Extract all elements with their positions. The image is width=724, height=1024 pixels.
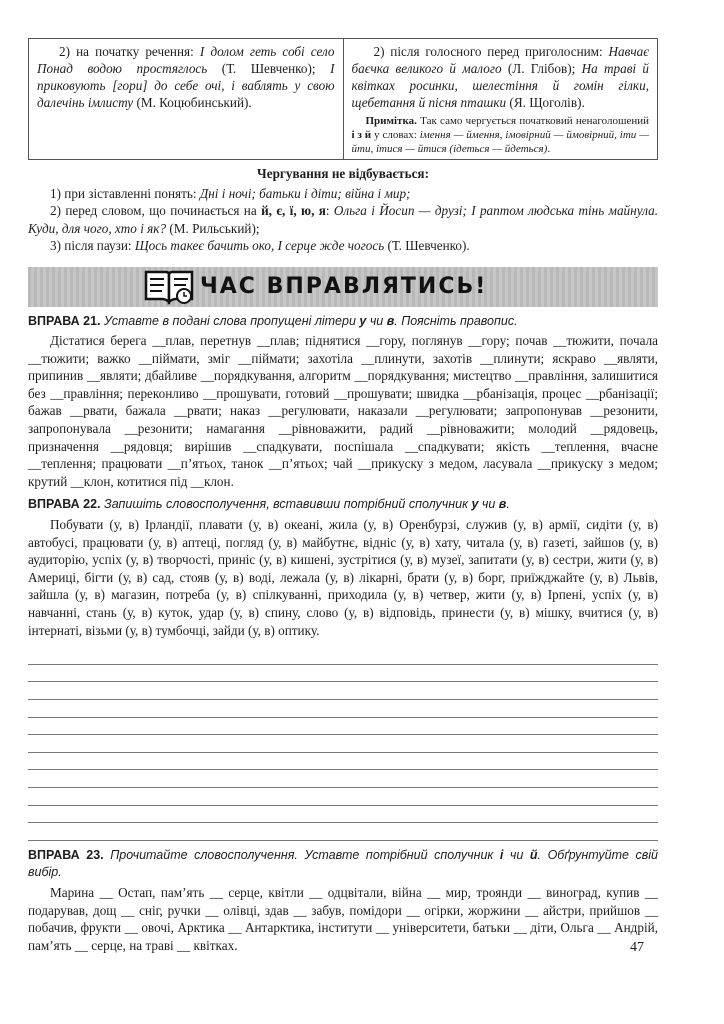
page-number: 47 <box>630 940 644 955</box>
answer-lines <box>28 647 658 841</box>
note-label: Примітка. <box>365 115 417 127</box>
example: Дні і ночі; батьки і діти; війна і мир; <box>199 185 411 201</box>
example: Ольга і Йосип — друзі; І раптом людська тінь майнула. Куди, для чого, хто і як? <box>28 203 658 236</box>
author: (М. Коцюбинський). <box>133 95 252 110</box>
text: 2) перед словом, що починається на <box>50 203 262 218</box>
exercise-number: ВПРАВА 21. <box>28 313 101 328</box>
exercise-22 <box>28 496 658 840</box>
text: і з й <box>351 129 372 141</box>
banner-title: ЧАС ВПРАВЛЯТИСЬ! <box>200 274 488 299</box>
text: 2) після голосного перед приголосним: <box>373 44 609 59</box>
exercise-21 <box>28 313 658 491</box>
rule-item <box>28 185 658 203</box>
text: Так само чергується початковий ненаголошений <box>416 115 649 127</box>
answer-line <box>28 682 658 700</box>
answer-line <box>28 647 658 665</box>
text: Прочитайте словосполучення. Уставте потрібний сполучник <box>103 847 500 862</box>
table-cell-right <box>343 39 658 159</box>
answer-line <box>28 788 658 806</box>
author: (Т. Шевченко); <box>207 61 331 76</box>
text: чи <box>366 313 387 328</box>
example: Щось такеє бачить око, І серце жде чогось <box>134 238 385 253</box>
exercise-heading <box>28 496 658 514</box>
example: На траві й квітках росинки, шелестіння й гомін гілки, щебетання й пісня пташки <box>351 61 649 110</box>
answer-line <box>28 718 658 736</box>
note <box>352 114 650 156</box>
section-banner <box>28 267 658 307</box>
answer-line <box>28 665 658 683</box>
rule-item <box>28 202 658 237</box>
example: І приковують [гори] до себе очі, і ваблять у свою далечінь імлисту <box>37 61 335 110</box>
text: 2) на початку речення: <box>59 44 200 59</box>
author: (Л. Глібов); <box>501 61 582 76</box>
rule-text <box>37 43 335 111</box>
text: у <box>359 313 367 328</box>
text: і <box>499 847 504 862</box>
answer-line <box>28 806 658 824</box>
rules-section <box>28 165 658 255</box>
exercise-heading <box>28 847 658 882</box>
answer-line <box>28 735 658 753</box>
text: . <box>547 143 551 155</box>
exercise-number: ВПРАВА 22. <box>28 497 101 512</box>
text: . Обґрунтуйте свій вибір. <box>28 847 659 880</box>
rule-item <box>28 237 658 255</box>
text: й, є, ї, ю, я <box>261 203 326 218</box>
text: . <box>506 497 510 512</box>
exercise-body: Побувати (у, в) Ірландії, плавати (у, в) океані, жила (у, в) Оренбурзі, служив (у, в) армії, сидіти (у, в) автобусі, працювати (у, в) аптеці, погляд (у, в) майбутнє, відніс (у, в) хату, читала (у, в) газеті, зайшов (у, в) аудиторію, успіх (у, в) творчості, приніс (у, в) кишені, зустрітися (у, в) музеї, запитати (у, в) сестри, жити (у, в) Америці, бігти (у, в) сад, стояв (у, в) воді, лежала (у, в) лікарні, брати (у, в) борг, приїжджайте (у, в) Львів, зайшла (у, в) магазин, потреба (у, в) спілкуванні, приходила (у, в) четвер, жити (у, в) Ірпені, успіх (у, в) навчанні, стань (у, в) куток, удар (у, в) спину, слово (у, в) відповідь, принести (у, в) мішку, вчитися (у, в) інтернаті, візьми (у, в) тумбочці, зайди (у, в) оптику. <box>28 517 658 638</box>
rules-table <box>28 38 658 160</box>
example: імення — ймення, імовірний — ймовірний, іти — йти, ітися — йтися (ідеться — йдеться) <box>351 129 649 155</box>
text: в <box>386 313 395 328</box>
rule-text <box>352 43 650 111</box>
book-clock-icon <box>144 268 196 306</box>
exercise-body: Дістатися берега __плав, перетнув __плав; піднятися __гору, поглянув __гору; почав __тюжити, почала __тюжити; важко __піймати, зміг __піймати; захотіла __плинути, захотів __плинути; яскраво __являти, припинив __являти; дбайливе __порядкування, алгоритм __порядкування; мистецтво __правління, залишитися без __правління; переконливо __прошувати, готовий __прошувати; швидка __рбанізація, процес __рбанізації; бажав __рвати, бажала __рвати; наказ __регулювати, наказали __регулювати; запропонував __резонити, запропонувала __резонити; намагання __рівноважити, радий __рівноважити; молодий __рядовець, призначення __рядовця; вирішив __спадкувати, поспішала __спадкувати; якість __теплення, вчасне __теплення; працювати __п’ятьох, танок __п’ятьох; чай __прикуску з медом, ласувала __прикуску з медом; крутий __клон, котитися під __клон. <box>28 333 658 489</box>
text: чи <box>478 497 499 512</box>
text: чи <box>503 847 530 862</box>
text: 1) при зіставленні понять: <box>50 185 200 201</box>
answer-line <box>28 753 658 771</box>
author: (Т. Шевченко). <box>384 238 470 253</box>
exercise-heading <box>28 313 658 331</box>
exercise-23 <box>28 847 658 955</box>
author: (Я. Щоголів). <box>506 95 585 110</box>
text: в <box>498 497 507 512</box>
text: Запишіть словосполучення, вставивши потрібний сполучник <box>100 497 472 512</box>
answer-line <box>28 823 658 841</box>
text: й <box>529 847 538 862</box>
exercise-body: Марина __ Остап, пам’ять __ серце, квітли __ одцвітали, війна __ мир, троянди __ виноград, купив __ подарував, дощ __ сніг, ручки __ олівці, здав __ забув, помідори __ огірки, жоржини __ айстри, прийшов __ побачив, фрукти __ овочі, Арктика __ Антарктика, інститути __ університети, батьки __ діти, Ольга __ Андрій, пам’ять __ серце, на траві __ квітках. <box>28 884 658 953</box>
text: : <box>325 203 334 218</box>
answer-line <box>28 700 658 718</box>
textbook-page <box>28 38 658 954</box>
text: Уставте в подані слова пропущені літери <box>100 313 360 328</box>
text: у словах: <box>371 129 420 141</box>
example: І долом геть собі село Понад водою простяглось <box>37 44 335 76</box>
author: (М. Рильський); <box>166 220 260 236</box>
section-heading: Чергування не відбувається: <box>257 166 429 181</box>
table-cell-left <box>29 39 343 159</box>
text: . Поясніть правопис. <box>394 313 518 328</box>
text: у <box>471 497 479 512</box>
exercise-number: ВПРАВА 23. <box>28 847 104 862</box>
answer-line <box>28 770 658 788</box>
example: Навчає баєчка великого й малого <box>351 44 649 76</box>
text: 3) після паузи: <box>50 238 135 253</box>
